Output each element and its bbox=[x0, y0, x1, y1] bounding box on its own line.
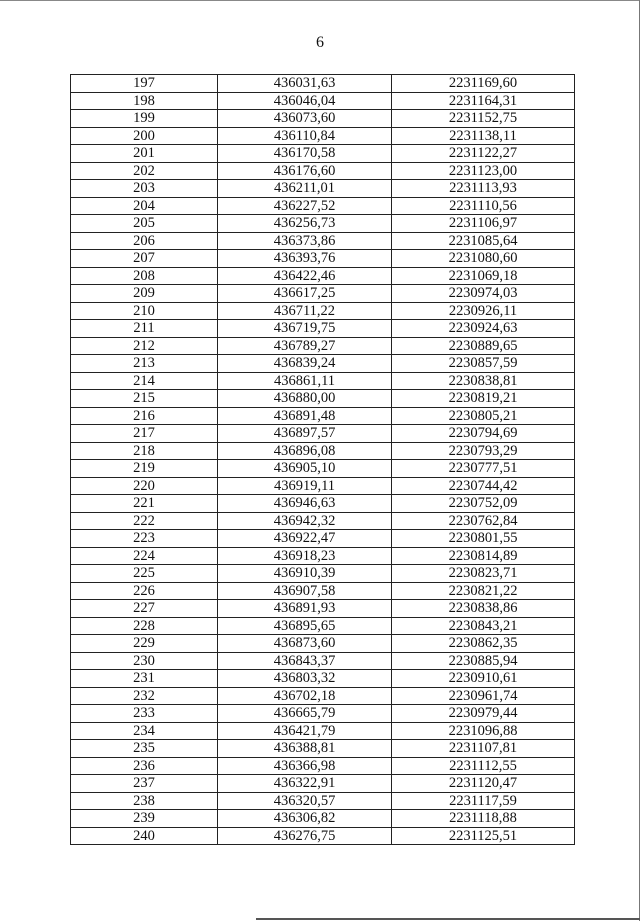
point-number-cell: 224 bbox=[71, 547, 218, 565]
table-row bbox=[71, 250, 575, 268]
y-coordinate-cell: 2230819,21 bbox=[392, 390, 575, 408]
x-coordinate-cell: 436320,57 bbox=[218, 792, 392, 810]
table-row bbox=[71, 390, 575, 408]
table-row bbox=[71, 775, 575, 793]
y-coordinate-cell: 2231110,56 bbox=[392, 197, 575, 215]
table-row bbox=[71, 460, 575, 478]
x-coordinate-cell: 436617,25 bbox=[218, 285, 392, 303]
page-number: 6 bbox=[316, 34, 324, 51]
y-coordinate-cell: 2230821,22 bbox=[392, 582, 575, 600]
x-coordinate-cell: 436918,23 bbox=[218, 547, 392, 565]
point-number-cell: 240 bbox=[71, 827, 218, 845]
y-coordinate-cell: 2231069,18 bbox=[392, 267, 575, 285]
page-bottom-edge bbox=[256, 918, 640, 920]
y-coordinate-cell: 2230752,09 bbox=[392, 495, 575, 513]
y-coordinate-cell: 2230857,59 bbox=[392, 355, 575, 373]
x-coordinate-cell: 436170,58 bbox=[218, 145, 392, 163]
y-coordinate-cell: 2231164,31 bbox=[392, 92, 575, 110]
table-row bbox=[71, 232, 575, 250]
y-coordinate-cell: 2231113,93 bbox=[392, 180, 575, 198]
table-row bbox=[71, 512, 575, 530]
point-number-cell: 239 bbox=[71, 810, 218, 828]
point-number-cell: 221 bbox=[71, 495, 218, 513]
x-coordinate-cell: 436789,27 bbox=[218, 337, 392, 355]
point-number-cell: 234 bbox=[71, 722, 218, 740]
y-coordinate-cell: 2230777,51 bbox=[392, 460, 575, 478]
table-row bbox=[71, 705, 575, 723]
point-number-cell: 203 bbox=[71, 180, 218, 198]
x-coordinate-cell: 436946,63 bbox=[218, 495, 392, 513]
y-coordinate-cell: 2230838,86 bbox=[392, 600, 575, 618]
table-row bbox=[71, 372, 575, 390]
x-coordinate-cell: 436702,18 bbox=[218, 687, 392, 705]
x-coordinate-cell: 436891,48 bbox=[218, 407, 392, 425]
table-row bbox=[71, 635, 575, 653]
y-coordinate-cell: 2230889,65 bbox=[392, 337, 575, 355]
y-coordinate-cell: 2231112,55 bbox=[392, 757, 575, 775]
y-coordinate-cell: 2231125,51 bbox=[392, 827, 575, 845]
table-row bbox=[71, 582, 575, 600]
y-coordinate-cell: 2230974,03 bbox=[392, 285, 575, 303]
table-row bbox=[71, 302, 575, 320]
x-coordinate-cell: 436907,58 bbox=[218, 582, 392, 600]
point-number-cell: 229 bbox=[71, 635, 218, 653]
x-coordinate-cell: 436839,24 bbox=[218, 355, 392, 373]
table-row bbox=[71, 565, 575, 583]
x-coordinate-cell: 436073,60 bbox=[218, 110, 392, 128]
table-row bbox=[71, 442, 575, 460]
y-coordinate-cell: 2230744,42 bbox=[392, 477, 575, 495]
y-coordinate-cell: 2231117,59 bbox=[392, 792, 575, 810]
point-number-cell: 204 bbox=[71, 197, 218, 215]
x-coordinate-cell: 436843,37 bbox=[218, 652, 392, 670]
x-coordinate-cell: 436421,79 bbox=[218, 722, 392, 740]
point-number-cell: 238 bbox=[71, 792, 218, 810]
x-coordinate-cell: 436880,00 bbox=[218, 390, 392, 408]
table-row bbox=[71, 127, 575, 145]
y-coordinate-cell: 2230926,11 bbox=[392, 302, 575, 320]
point-number-cell: 220 bbox=[71, 477, 218, 495]
x-coordinate-cell: 436922,47 bbox=[218, 530, 392, 548]
point-number-cell: 217 bbox=[71, 425, 218, 443]
table-row bbox=[71, 75, 575, 93]
coordinates-table bbox=[70, 74, 575, 845]
y-coordinate-cell: 2231107,81 bbox=[392, 740, 575, 758]
table-row bbox=[71, 740, 575, 758]
point-number-cell: 212 bbox=[71, 337, 218, 355]
y-coordinate-cell: 2230762,84 bbox=[392, 512, 575, 530]
point-number-cell: 226 bbox=[71, 582, 218, 600]
point-number-cell: 222 bbox=[71, 512, 218, 530]
point-number-cell: 236 bbox=[71, 757, 218, 775]
point-number-cell: 202 bbox=[71, 162, 218, 180]
table-row bbox=[71, 652, 575, 670]
point-number-cell: 219 bbox=[71, 460, 218, 478]
y-coordinate-cell: 2230838,81 bbox=[392, 372, 575, 390]
y-coordinate-cell: 2231123,00 bbox=[392, 162, 575, 180]
point-number-cell: 200 bbox=[71, 127, 218, 145]
table-row bbox=[71, 267, 575, 285]
y-coordinate-cell: 2231096,88 bbox=[392, 722, 575, 740]
table-row bbox=[71, 757, 575, 775]
point-number-cell: 199 bbox=[71, 110, 218, 128]
point-number-cell: 237 bbox=[71, 775, 218, 793]
point-number-cell: 197 bbox=[71, 75, 218, 93]
point-number-cell: 225 bbox=[71, 565, 218, 583]
table-row bbox=[71, 407, 575, 425]
y-coordinate-cell: 2230814,89 bbox=[392, 547, 575, 565]
point-number-cell: 232 bbox=[71, 687, 218, 705]
x-coordinate-cell: 436803,32 bbox=[218, 670, 392, 688]
y-coordinate-cell: 2230961,74 bbox=[392, 687, 575, 705]
table-row bbox=[71, 180, 575, 198]
table-row bbox=[71, 425, 575, 443]
table-row bbox=[71, 197, 575, 215]
point-number-cell: 223 bbox=[71, 530, 218, 548]
x-coordinate-cell: 436388,81 bbox=[218, 740, 392, 758]
y-coordinate-cell: 2230801,55 bbox=[392, 530, 575, 548]
table-row bbox=[71, 687, 575, 705]
point-number-cell: 235 bbox=[71, 740, 218, 758]
y-coordinate-cell: 2230979,44 bbox=[392, 705, 575, 723]
x-coordinate-cell: 436919,11 bbox=[218, 477, 392, 495]
x-coordinate-cell: 436873,60 bbox=[218, 635, 392, 653]
x-coordinate-cell: 436711,22 bbox=[218, 302, 392, 320]
table-row bbox=[71, 827, 575, 845]
y-coordinate-cell: 2230910,61 bbox=[392, 670, 575, 688]
x-coordinate-cell: 436665,79 bbox=[218, 705, 392, 723]
table-row bbox=[71, 495, 575, 513]
x-coordinate-cell: 436256,73 bbox=[218, 215, 392, 233]
table-row bbox=[71, 722, 575, 740]
y-coordinate-cell: 2230843,21 bbox=[392, 617, 575, 635]
y-coordinate-cell: 2231085,64 bbox=[392, 232, 575, 250]
x-coordinate-cell: 436306,82 bbox=[218, 810, 392, 828]
table-row bbox=[71, 810, 575, 828]
x-coordinate-cell: 436895,65 bbox=[218, 617, 392, 635]
point-number-cell: 231 bbox=[71, 670, 218, 688]
x-coordinate-cell: 436897,57 bbox=[218, 425, 392, 443]
point-number-cell: 233 bbox=[71, 705, 218, 723]
y-coordinate-cell: 2231122,27 bbox=[392, 145, 575, 163]
point-number-cell: 208 bbox=[71, 267, 218, 285]
y-coordinate-cell: 2231138,11 bbox=[392, 127, 575, 145]
y-coordinate-cell: 2231120,47 bbox=[392, 775, 575, 793]
x-coordinate-cell: 436719,75 bbox=[218, 320, 392, 338]
point-number-cell: 230 bbox=[71, 652, 218, 670]
x-coordinate-cell: 436276,75 bbox=[218, 827, 392, 845]
x-coordinate-cell: 436861,11 bbox=[218, 372, 392, 390]
table-row bbox=[71, 530, 575, 548]
coordinates-table-body bbox=[71, 75, 575, 845]
table-row bbox=[71, 110, 575, 128]
x-coordinate-cell: 436366,98 bbox=[218, 757, 392, 775]
x-coordinate-cell: 436176,60 bbox=[218, 162, 392, 180]
y-coordinate-cell: 2230862,35 bbox=[392, 635, 575, 653]
point-number-cell: 216 bbox=[71, 407, 218, 425]
point-number-cell: 228 bbox=[71, 617, 218, 635]
y-coordinate-cell: 2230823,71 bbox=[392, 565, 575, 583]
x-coordinate-cell: 436046,04 bbox=[218, 92, 392, 110]
y-coordinate-cell: 2230805,21 bbox=[392, 407, 575, 425]
point-number-cell: 206 bbox=[71, 232, 218, 250]
table-row bbox=[71, 162, 575, 180]
x-coordinate-cell: 436896,08 bbox=[218, 442, 392, 460]
table-row bbox=[71, 92, 575, 110]
table-row bbox=[71, 215, 575, 233]
x-coordinate-cell: 436322,91 bbox=[218, 775, 392, 793]
point-number-cell: 201 bbox=[71, 145, 218, 163]
table-row bbox=[71, 145, 575, 163]
y-coordinate-cell: 2230794,69 bbox=[392, 425, 575, 443]
point-number-cell: 215 bbox=[71, 390, 218, 408]
x-coordinate-cell: 436905,10 bbox=[218, 460, 392, 478]
point-number-cell: 227 bbox=[71, 600, 218, 618]
table-row bbox=[71, 600, 575, 618]
point-number-cell: 213 bbox=[71, 355, 218, 373]
x-coordinate-cell: 436910,39 bbox=[218, 565, 392, 583]
table-row bbox=[71, 792, 575, 810]
x-coordinate-cell: 436891,93 bbox=[218, 600, 392, 618]
table-row bbox=[71, 337, 575, 355]
point-number-cell: 218 bbox=[71, 442, 218, 460]
table-row bbox=[71, 617, 575, 635]
y-coordinate-cell: 2231169,60 bbox=[392, 75, 575, 93]
y-coordinate-cell: 2231118,88 bbox=[392, 810, 575, 828]
point-number-cell: 211 bbox=[71, 320, 218, 338]
point-number-cell: 210 bbox=[71, 302, 218, 320]
table-row bbox=[71, 285, 575, 303]
x-coordinate-cell: 436031,63 bbox=[218, 75, 392, 93]
table-row bbox=[71, 320, 575, 338]
point-number-cell: 198 bbox=[71, 92, 218, 110]
y-coordinate-cell: 2230924,63 bbox=[392, 320, 575, 338]
y-coordinate-cell: 2231106,97 bbox=[392, 215, 575, 233]
x-coordinate-cell: 436110,84 bbox=[218, 127, 392, 145]
x-coordinate-cell: 436211,01 bbox=[218, 180, 392, 198]
point-number-cell: 214 bbox=[71, 372, 218, 390]
x-coordinate-cell: 436422,46 bbox=[218, 267, 392, 285]
table-row bbox=[71, 547, 575, 565]
x-coordinate-cell: 436393,76 bbox=[218, 250, 392, 268]
page-top-edge bbox=[0, 0, 640, 1]
y-coordinate-cell: 2231152,75 bbox=[392, 110, 575, 128]
y-coordinate-cell: 2230885,94 bbox=[392, 652, 575, 670]
x-coordinate-cell: 436942,32 bbox=[218, 512, 392, 530]
x-coordinate-cell: 436373,86 bbox=[218, 232, 392, 250]
table-row bbox=[71, 670, 575, 688]
point-number-cell: 209 bbox=[71, 285, 218, 303]
y-coordinate-cell: 2230793,29 bbox=[392, 442, 575, 460]
point-number-cell: 205 bbox=[71, 215, 218, 233]
table-row bbox=[71, 477, 575, 495]
table-row bbox=[71, 355, 575, 373]
y-coordinate-cell: 2231080,60 bbox=[392, 250, 575, 268]
x-coordinate-cell: 436227,52 bbox=[218, 197, 392, 215]
point-number-cell: 207 bbox=[71, 250, 218, 268]
